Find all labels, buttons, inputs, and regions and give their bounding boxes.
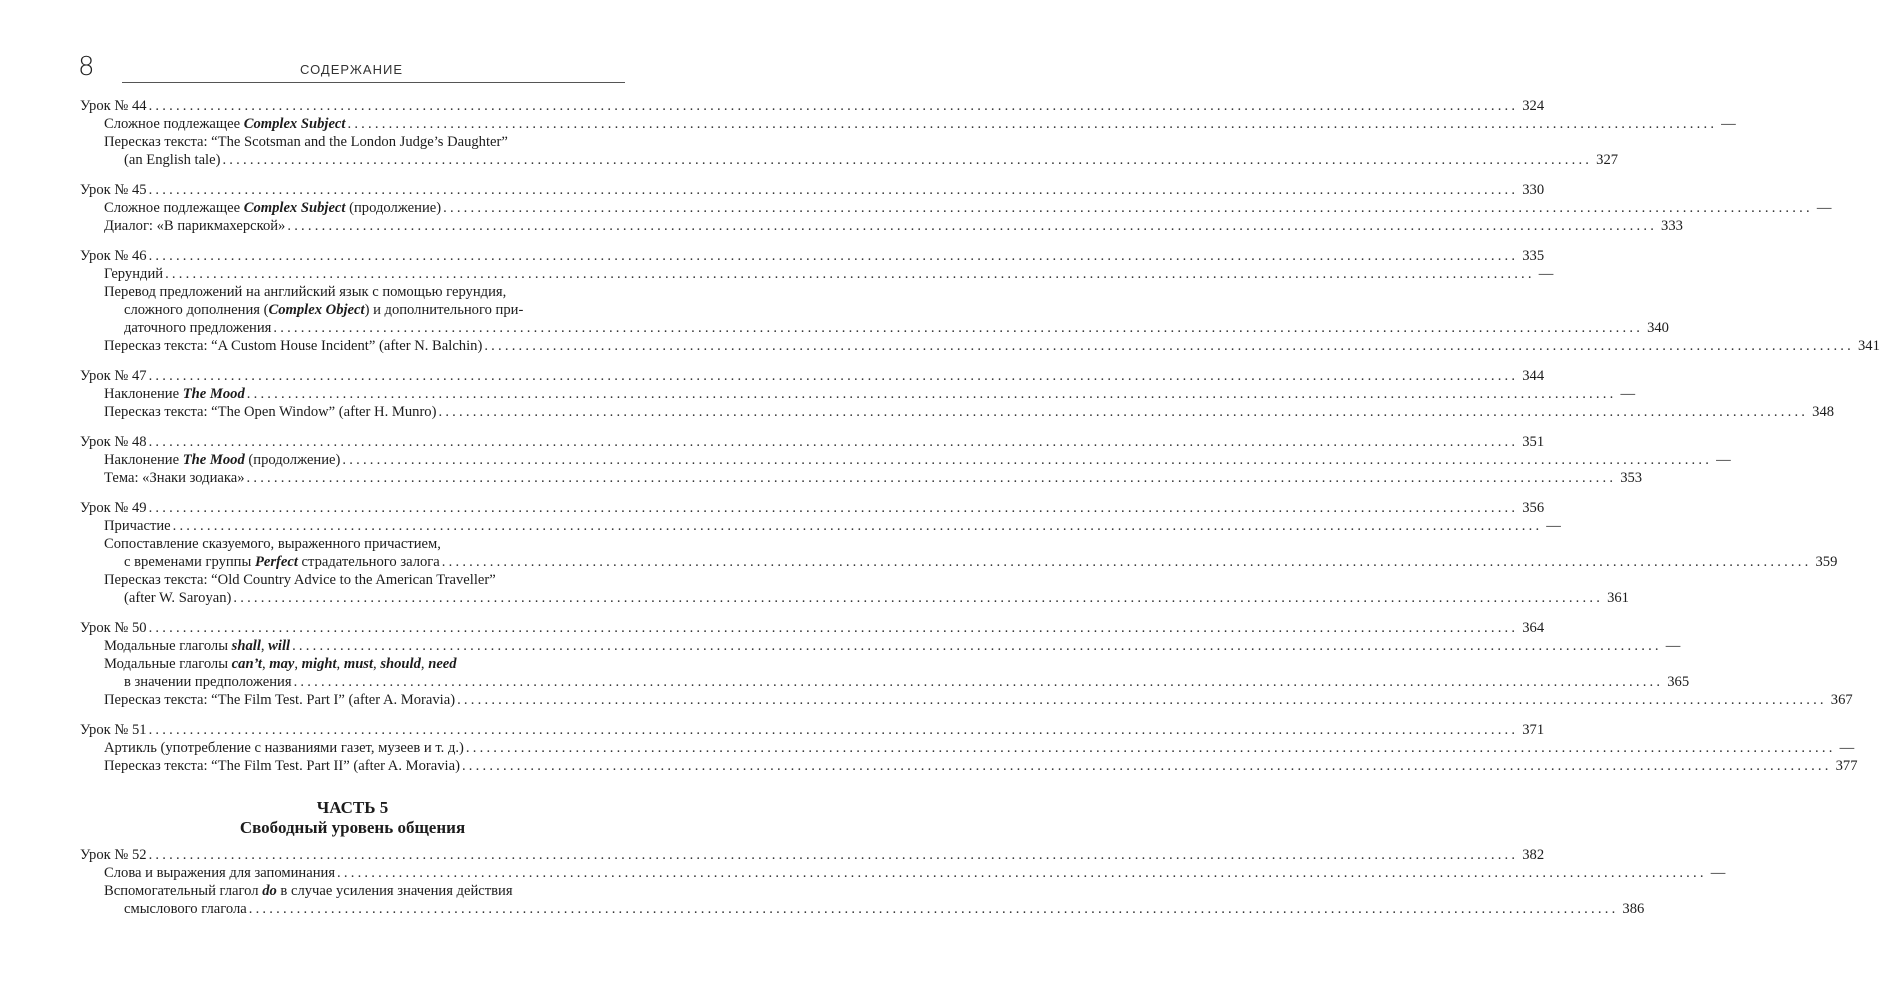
toc-text: Диалог: «В парикмахерской» — [104, 218, 286, 234]
toc-page-number: — — [1546, 518, 1561, 534]
toc-entry — [80, 655, 625, 673]
lesson-group — [80, 97, 1736, 169]
lesson-heading — [80, 721, 1545, 739]
emphasized-term: do — [262, 883, 277, 899]
header-rule — [122, 82, 625, 83]
toc-page-number: 382 — [1522, 847, 1545, 863]
toc-text: Сложное подлежащее — [104, 116, 244, 132]
toc-entry — [80, 553, 1838, 571]
toc-text: Сопоставление сказуемого, выраженного причастием, — [104, 536, 441, 552]
dot-leader: ........................................................................................................................................................................................................ — [148, 98, 1519, 114]
toc-entry — [80, 283, 625, 301]
dot-leader: ........................................................................................................................................................................................................ — [292, 638, 1662, 654]
toc-text: , — [336, 656, 344, 672]
toc-entry-title — [80, 181, 149, 199]
toc-entry-title — [80, 367, 149, 385]
lesson-group — [80, 499, 1838, 607]
toc-entry — [80, 199, 1832, 217]
emphasized-term: need — [428, 656, 457, 672]
dot-leader: ........................................................................................................................................................................................................ — [457, 692, 1827, 708]
toc-page-number: 365 — [1667, 674, 1690, 690]
toc-entry — [80, 403, 1835, 421]
toc-entry — [80, 900, 1645, 918]
toc-text: Перевод предложений на английский язык с помощью герундия, — [104, 284, 507, 300]
toc-entry-title — [104, 451, 342, 469]
toc-text: Пересказ текста: “The Film Test. Part I” (after A. Moravia) — [104, 692, 456, 708]
toc-entry-title — [80, 247, 149, 265]
toc-page-number: 335 — [1522, 248, 1545, 264]
toc-entry — [80, 337, 1880, 355]
toc-text: Наклонение — [104, 452, 183, 468]
toc-text: Модальные глаголы — [104, 638, 232, 654]
lesson-group — [80, 181, 1832, 235]
toc-text: , — [294, 656, 302, 672]
toc-entry-title — [80, 97, 149, 115]
lesson-heading — [80, 97, 1545, 115]
emphasized-term: can’t — [231, 656, 262, 672]
dot-leader: ........................................................................................................................................................................................................ — [148, 182, 1519, 198]
page-header — [78, 52, 625, 84]
toc-text: Пересказ текста: “A Custom House Incident” (after N. Balchin) — [104, 338, 483, 354]
toc-page-number: 359 — [1815, 554, 1838, 570]
toc-page-number: 377 — [1835, 758, 1858, 774]
toc-page-number: — — [1839, 740, 1855, 756]
toc-entry — [80, 864, 1726, 882]
lesson-group — [80, 433, 1731, 487]
toc-entry — [80, 469, 1643, 487]
running-head: СОДЕРЖАНИЕ — [299, 62, 403, 77]
toc-entry — [80, 589, 1629, 607]
dot-leader: ........................................................................................................................................................................................................ — [443, 200, 1813, 216]
dot-leader: ........................................................................................................................................................................................................ — [246, 386, 1617, 402]
toc-entry-title — [104, 883, 513, 899]
lesson-group — [80, 367, 1835, 421]
lesson-heading — [80, 181, 1545, 199]
toc-entry — [80, 217, 1683, 235]
toc-entry — [80, 673, 1690, 691]
toc-entry-title — [80, 721, 149, 739]
dot-leader: ........................................................................................................................................................................................................ — [165, 266, 1535, 282]
dot-leader: ........................................................................................................................................................................................................ — [222, 152, 1593, 168]
emphasized-term: may — [269, 656, 295, 672]
toc-text: с временами группы — [124, 554, 255, 570]
toc-page-number: 351 — [1522, 434, 1545, 450]
toc-entry — [80, 691, 1853, 709]
toc-entry — [80, 115, 1736, 133]
toc-text: Тема: «Знаки зодиака» — [104, 470, 245, 486]
toc-text: Вспомогательный глагол — [104, 883, 263, 899]
emphasized-term: might — [301, 656, 337, 672]
lesson-heading — [80, 433, 1545, 451]
toc-text: (an English tale) — [124, 152, 221, 168]
toc-page-number: 324 — [1522, 98, 1545, 114]
toc-entry-title — [124, 151, 222, 169]
dot-leader: ........................................................................................................................................................................................................ — [148, 722, 1519, 738]
toc-entry — [80, 517, 1561, 535]
part-title: Свободный уровень общения — [239, 818, 466, 837]
toc-page-number: — — [1665, 638, 1681, 654]
part-heading — [80, 798, 625, 838]
toc-text: Герундий — [104, 266, 164, 282]
toc-entry-title — [104, 385, 247, 403]
toc-text: Пересказ текста: “The Scotsman and the London Judge’s Daughter” — [104, 134, 508, 150]
toc-entry-title — [80, 846, 149, 864]
lesson-heading — [80, 367, 1545, 385]
toc-entry — [80, 319, 1669, 337]
toc-page-number: — — [1538, 266, 1554, 282]
toc-text: Пересказ текста: “The Open Window” (after H. Munro) — [104, 404, 437, 420]
emphasized-term: The Mood — [182, 452, 245, 468]
toc-text: Урок № 46 — [80, 248, 147, 264]
toc-page-number: 367 — [1830, 692, 1853, 708]
toc-text: Пересказ текста: “Old Country Advice to the American Traveller” — [104, 572, 496, 588]
dot-leader: ........................................................................................................................................................................................................ — [148, 434, 1519, 450]
toc-entry — [80, 385, 1636, 403]
emphasized-term: should — [380, 656, 421, 672]
toc-text: , — [420, 656, 429, 672]
lesson-heading — [80, 247, 1545, 265]
toc-entry-title — [104, 469, 247, 487]
lesson-group — [80, 846, 1726, 918]
dot-leader: ........................................................................................................................................................................................................ — [484, 338, 1854, 354]
emphasized-term: Complex Object — [268, 302, 365, 318]
toc-text: Урок № 49 — [80, 500, 147, 516]
toc-entry — [80, 571, 625, 589]
toc-page-number: 330 — [1522, 182, 1545, 198]
toc-entry-title — [104, 337, 484, 355]
toc-entry — [80, 151, 1619, 169]
toc-entry-title — [104, 134, 508, 150]
toc-text: (after W. Saroyan) — [124, 590, 232, 606]
emphasized-term: The Mood — [182, 386, 245, 402]
toc-entry-title — [104, 217, 287, 235]
lesson-heading — [80, 499, 1545, 517]
table-of-contents — [80, 97, 1880, 787]
toc-entry-title — [124, 900, 249, 918]
toc-page-number: — — [1816, 200, 1832, 216]
toc-entry-title — [80, 619, 149, 637]
toc-text: Урок № 47 — [80, 368, 147, 384]
toc-entry — [80, 882, 625, 900]
toc-entry-title — [104, 757, 462, 775]
toc-text: Слова и выражения для запоминания — [104, 865, 336, 881]
toc-text: Модальные глаголы — [104, 656, 232, 672]
toc-text: смыслового глагола — [124, 901, 247, 917]
toc-text: даточного предложения — [124, 320, 272, 336]
toc-text: Урок № 44 — [80, 98, 147, 114]
toc-page-number: 386 — [1622, 901, 1645, 917]
toc-entry — [80, 535, 625, 553]
dot-leader: ........................................................................................................................................................................................................ — [148, 368, 1519, 384]
toc-entry-title — [104, 572, 496, 588]
lesson-group — [80, 247, 1880, 355]
toc-text: Урок № 50 — [80, 620, 147, 636]
dot-leader: ........................................................................................................................................................................................................ — [273, 320, 1644, 336]
toc-entry — [80, 301, 625, 319]
toc-page-number: — — [1710, 865, 1726, 881]
toc-entry-title — [104, 637, 292, 655]
dot-leader: ........................................................................................................................................................................................................ — [337, 865, 1707, 881]
toc-page-number: 356 — [1522, 500, 1545, 516]
dot-leader: ........................................................................................................................................................................................................ — [246, 470, 1617, 486]
dot-leader: ........................................................................................................................................................................................................ — [148, 847, 1519, 863]
toc-text: ) и дополнительного при- — [364, 302, 524, 318]
toc-entry-title — [104, 739, 466, 757]
dot-leader: ........................................................................................................................................................................................................ — [461, 758, 1832, 774]
toc-entry-title — [104, 265, 165, 283]
dot-leader: ........................................................................................................................................................................................................ — [148, 248, 1519, 264]
toc-text: страдательного залога — [297, 554, 440, 570]
toc-entry-title — [104, 691, 457, 709]
emphasized-term: Complex Subject — [243, 200, 346, 216]
toc-text: , — [261, 656, 270, 672]
toc-text: Урок № 51 — [80, 722, 147, 738]
toc-text: Урок № 48 — [80, 434, 147, 450]
part-label: ЧАСТЬ 5 — [316, 798, 389, 817]
toc-text: в случае усиления значения действия — [276, 883, 513, 899]
dot-leader: ........................................................................................................................................................................................................ — [233, 590, 1604, 606]
toc-entry — [80, 757, 1858, 775]
toc-page-number: — — [1716, 452, 1731, 468]
dot-leader: ........................................................................................................................................................................................................ — [148, 500, 1519, 516]
toc-entry-title — [124, 302, 523, 318]
toc-page-number: 364 — [1522, 620, 1545, 636]
table-of-contents-part5 — [80, 846, 1726, 930]
toc-page-number: 341 — [1858, 338, 1880, 354]
toc-page-number: 333 — [1661, 218, 1683, 234]
toc-page-number: — — [1721, 116, 1736, 132]
toc-text: Причастие — [104, 518, 171, 534]
toc-entry-title — [124, 319, 273, 337]
dot-leader: ........................................................................................................................................................................................................ — [342, 452, 1713, 468]
emphasized-term: shall — [231, 638, 261, 654]
toc-text: Артикль (употребление с названиями газет, музеев и т. д.) — [104, 740, 464, 756]
toc-entry-title — [80, 499, 149, 517]
toc-text: Наклонение — [104, 386, 183, 402]
dot-leader: ........................................................................................................................................................................................................ — [441, 554, 1812, 570]
toc-entry-title — [104, 284, 506, 300]
toc-page-number: 371 — [1522, 722, 1545, 738]
lesson-heading — [80, 846, 1545, 864]
toc-page-number: 348 — [1812, 404, 1835, 420]
toc-page-number: 353 — [1620, 470, 1643, 486]
toc-entry-title — [104, 199, 443, 217]
toc-entry-title — [80, 433, 149, 451]
toc-text: Урок № 52 — [80, 847, 147, 863]
toc-entry-title — [124, 673, 294, 691]
dot-leader: ........................................................................................................................................................................................................ — [293, 674, 1664, 690]
toc-page-number: — — [1620, 386, 1636, 402]
emphasized-term: Perfect — [254, 554, 298, 570]
toc-page-number: 327 — [1596, 152, 1619, 168]
toc-text: , — [260, 638, 269, 654]
emphasized-term: must — [343, 656, 374, 672]
toc-entry-title — [104, 536, 441, 552]
toc-text: (продолжение) — [345, 200, 442, 216]
toc-entry-title — [104, 656, 457, 672]
toc-text: Сложное подлежащее — [104, 200, 244, 216]
dot-leader: ........................................................................................................................................................................................................ — [347, 116, 1718, 132]
toc-entry-title — [104, 115, 347, 133]
toc-text: Пересказ текста: “The Film Test. Part II” (after A. Moravia) — [104, 758, 460, 774]
dot-leader: ........................................................................................................................................................................................................ — [287, 218, 1658, 234]
toc-entry — [80, 451, 1731, 469]
toc-text: сложного дополнения ( — [124, 302, 269, 318]
toc-text: , — [373, 656, 381, 672]
toc-page-number: 344 — [1522, 368, 1545, 384]
toc-entry — [80, 133, 625, 151]
toc-entry-title — [124, 553, 442, 571]
toc-entry — [80, 265, 1554, 283]
toc-entry-title — [104, 864, 337, 882]
dot-leader: ........................................................................................................................................................................................................ — [148, 620, 1519, 636]
toc-page-number: 340 — [1647, 320, 1669, 336]
dot-leader: ........................................................................................................................................................................................................ — [438, 404, 1809, 420]
toc-entry-title — [104, 403, 438, 421]
dot-leader: ........................................................................................................................................................................................................ — [172, 518, 1543, 534]
toc-entry-title — [124, 589, 233, 607]
toc-entry — [80, 739, 1855, 757]
lesson-heading — [80, 619, 1545, 637]
toc-text: в значении предположения — [124, 674, 292, 690]
emphasized-term: will — [268, 638, 291, 654]
emphasized-term: Complex Subject — [243, 116, 346, 132]
toc-entry-title — [104, 517, 173, 535]
dot-leader: ........................................................................................................................................................................................................ — [248, 901, 1619, 917]
toc-text: (продолжение) — [244, 452, 341, 468]
lesson-group — [80, 619, 1853, 709]
toc-page-number: 361 — [1607, 590, 1629, 606]
page-number: 8 — [78, 52, 95, 82]
toc-entry — [80, 637, 1681, 655]
toc-text: Урок № 45 — [80, 182, 147, 198]
lesson-group — [80, 721, 1858, 775]
dot-leader: ........................................................................................................................................................................................................ — [465, 740, 1836, 756]
